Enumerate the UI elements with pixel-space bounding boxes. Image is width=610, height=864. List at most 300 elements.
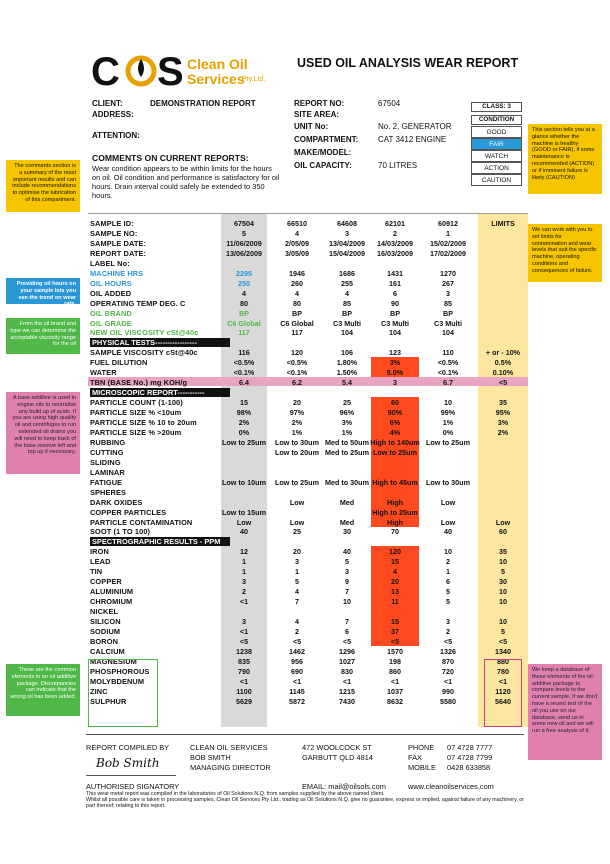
row-value: 1462 bbox=[289, 646, 305, 656]
row-label: SODIUM bbox=[90, 626, 121, 636]
row-value: 2% bbox=[291, 418, 303, 427]
row-value: 1 bbox=[242, 567, 246, 577]
row-label: OIL GRADE bbox=[90, 318, 132, 328]
row-value: 110 bbox=[442, 348, 454, 358]
signature: Bob Smith bbox=[96, 756, 160, 770]
row-value: 1% bbox=[442, 418, 454, 427]
row-value: Med to 25um bbox=[325, 447, 369, 457]
row-value: 16/03/2009 bbox=[377, 248, 413, 258]
row-limit: 1120 bbox=[495, 686, 511, 696]
row-value: 85 bbox=[343, 298, 351, 308]
comments-text: Wear condition appears to be within limits for the hours on oil. Oil condition and performance is satisfactory for oil hours. Drain interval could safely be extended to 350 hours. bbox=[92, 164, 280, 200]
row-value: BP bbox=[390, 308, 400, 318]
authorised-signatory: AUTHORISED SIGNATORY bbox=[86, 782, 180, 791]
row-value: 956 bbox=[291, 656, 303, 666]
logo-name-line2: Services bbox=[187, 71, 245, 87]
row-value: 80 bbox=[293, 298, 301, 308]
row-limit: 35 bbox=[499, 547, 507, 557]
row-value: 3 bbox=[393, 378, 397, 388]
row-value: 116 bbox=[238, 348, 250, 358]
row-value: 260 bbox=[291, 278, 303, 288]
row-value: 10 bbox=[444, 547, 452, 557]
row-value: 20 bbox=[293, 398, 301, 408]
row-value: Low bbox=[289, 517, 305, 527]
row-value: 9 bbox=[345, 577, 349, 587]
row-label: PARTICLE SIZE % 10 to 20um bbox=[90, 418, 197, 427]
mobile-value: 0428 633858 bbox=[447, 763, 491, 772]
row-label: SULPHUR bbox=[90, 696, 127, 706]
disclaimer bbox=[86, 791, 524, 810]
address-label: ADDRESS: bbox=[92, 110, 134, 119]
row-label: IRON bbox=[90, 547, 109, 557]
row-value: 97% bbox=[289, 408, 305, 418]
row-label: PHOSPHOROUS bbox=[90, 666, 150, 676]
row-label: RUBBING bbox=[90, 437, 126, 447]
disclaimer-line1: This wear metal report was compiled in the laboratories of Oil Solutions N.Q. from samples supplied by the above named client. bbox=[86, 791, 385, 797]
row-value: <1 bbox=[239, 676, 249, 686]
row-value: 85 bbox=[444, 298, 452, 308]
info-label: UNIT No: bbox=[294, 122, 329, 131]
row-value: <1 bbox=[390, 676, 400, 686]
row-value: BP bbox=[292, 308, 302, 318]
row-label: PARTICLE SIZE % >20um bbox=[90, 427, 182, 437]
row-limit: 95% bbox=[495, 408, 511, 418]
note-oil-hours: Providing oil hours on your sample lets you see the trend on wear rate. bbox=[6, 278, 80, 304]
row-value: High to 45um bbox=[372, 477, 418, 487]
row-value: 3% bbox=[389, 358, 401, 368]
footer-person: BOB SMITH bbox=[190, 753, 231, 762]
row-value: 117 bbox=[238, 328, 250, 338]
row-value: 25 bbox=[343, 398, 351, 408]
row-limit: 10 bbox=[499, 597, 507, 607]
row-label: SAMPLE DATE: bbox=[90, 238, 147, 248]
out-of-limit-highlight bbox=[371, 457, 419, 467]
row-value: 13/06/2009 bbox=[226, 248, 262, 258]
row-value: 1% bbox=[291, 427, 303, 437]
note-limits: We can work with you to set limits for contamination and wear levels that suit the specific machine, operating conditions and consequences of failure. bbox=[528, 224, 602, 282]
row-value: 15 bbox=[391, 557, 399, 567]
row-value: 15/02/2009 bbox=[430, 238, 466, 248]
row-value: BP bbox=[443, 308, 453, 318]
row-limit: 5640 bbox=[495, 696, 511, 706]
row-value: 1 bbox=[295, 567, 299, 577]
row-value: 13/04/2009 bbox=[329, 238, 365, 248]
company-logo bbox=[91, 47, 266, 93]
row-value: 161 bbox=[389, 278, 401, 288]
row-value: Low to 10um bbox=[222, 477, 266, 487]
row-value: 1027 bbox=[339, 656, 355, 666]
info-value: 67504 bbox=[378, 99, 401, 108]
row-limit: 10 bbox=[499, 587, 507, 597]
attention-label: ATTENTION: bbox=[92, 131, 140, 140]
info-label: REPORT NO: bbox=[294, 99, 345, 108]
row-value: 267 bbox=[442, 278, 454, 288]
row-value: 12 bbox=[240, 547, 248, 557]
row-value: 3/05/09 bbox=[285, 248, 309, 258]
row-value: 790 bbox=[238, 666, 250, 676]
note-condition: This section tells you at a glance whether the machine is healthy (GOOD or FAIR), if some maintenance is recommended (ACTION) or if imminent failure is likely (CAUTION) bbox=[528, 124, 602, 194]
row-label: BORON bbox=[90, 636, 119, 646]
row-value: C6 Global bbox=[227, 318, 261, 328]
row-value: 1215 bbox=[339, 686, 355, 696]
row-value: 13 bbox=[391, 587, 399, 597]
client-label: CLIENT: bbox=[92, 99, 123, 108]
row-value: 7 bbox=[345, 587, 349, 597]
condition-option-good: GOOD bbox=[471, 126, 522, 138]
row-value: Low bbox=[440, 517, 456, 527]
row-value: 198 bbox=[389, 656, 401, 666]
row-value: 1270 bbox=[440, 268, 456, 278]
row-value: 30 bbox=[343, 527, 351, 537]
logo-cos-mark bbox=[91, 47, 196, 91]
row-value: 4 bbox=[295, 228, 299, 238]
row-value: 5580 bbox=[440, 696, 456, 706]
row-value: 0% bbox=[442, 427, 454, 437]
row-value: 1431 bbox=[387, 268, 403, 278]
row-value: 67504 bbox=[234, 219, 254, 228]
row-limit: 5 bbox=[501, 626, 505, 636]
row-value: 3 bbox=[446, 288, 450, 298]
row-value: C3 Multi bbox=[381, 318, 409, 328]
row-limit: 2% bbox=[497, 427, 509, 437]
row-value: 7 bbox=[345, 617, 349, 626]
row-limit: 35 bbox=[499, 398, 507, 408]
row-label: FATIGUE bbox=[90, 477, 123, 487]
row-value: 6.4 bbox=[239, 378, 249, 388]
row-value: 5 bbox=[345, 557, 349, 567]
row-value: 1 bbox=[242, 557, 246, 567]
row-value: 5.0% bbox=[386, 368, 404, 378]
row-value: 40 bbox=[343, 547, 351, 557]
row-limit: 30 bbox=[499, 577, 507, 587]
row-value: 6.7 bbox=[443, 378, 453, 388]
row-value: <0.1% bbox=[233, 368, 255, 378]
disclaimer-line2: Whilst all possible care is taken in processing samples, Clean Oil Services Pty Ltd., trading as Oil Solutions N.Q. give no guarantee, express or implied, against failure of any machinery, or part thereof; relating to this report. bbox=[86, 797, 524, 810]
row-label: ZINC bbox=[90, 686, 108, 696]
row-value: 2295 bbox=[236, 268, 252, 278]
row-label: WATER bbox=[90, 368, 117, 378]
row-label: SAMPLE ID: bbox=[90, 219, 134, 228]
row-label: SAMPLE NO: bbox=[90, 228, 138, 238]
row-value: 1946 bbox=[289, 268, 305, 278]
row-value: 4 bbox=[242, 288, 246, 298]
row-value: 7 bbox=[295, 597, 299, 607]
row-value: 1238 bbox=[236, 646, 252, 656]
row-value: 120 bbox=[389, 547, 401, 557]
row-value: 106 bbox=[341, 348, 353, 358]
row-value: 70 bbox=[391, 527, 399, 537]
row-label: TIN bbox=[90, 567, 103, 577]
row-value: Low bbox=[236, 517, 252, 527]
footer-rule bbox=[86, 734, 524, 735]
row-value: 6% bbox=[389, 418, 401, 427]
row-label: OIL HOURS bbox=[90, 278, 132, 288]
row-value: 90 bbox=[391, 298, 399, 308]
section-header: MICROSCOPIC REPORT----------- bbox=[90, 388, 230, 397]
section-header: PHYSICAL TESTS----------------- bbox=[90, 338, 230, 347]
row-label: ALUMINIUM bbox=[90, 587, 134, 597]
row-value: Med to 50um bbox=[325, 437, 369, 447]
note-database: We keep a database of these elements of the oil-additive package to compare levels to the current sample. If we don't have a recent test of the oil you use on our database, send us in some new oil and we will run a free analysis of it. bbox=[528, 664, 602, 760]
row-value: <0.1% bbox=[286, 368, 308, 378]
row-value: 2 bbox=[242, 587, 246, 597]
condition-option-fair: FAIR bbox=[471, 138, 522, 150]
row-value: 5 bbox=[242, 228, 246, 238]
row-value: <1 bbox=[443, 676, 453, 686]
row-value: 96% bbox=[339, 408, 355, 418]
row-value: 15/04/2009 bbox=[329, 248, 365, 258]
row-value: <1 bbox=[292, 676, 302, 686]
svg-text:C: C bbox=[91, 50, 120, 91]
row-label: SILICON bbox=[90, 617, 121, 626]
row-value: 66510 bbox=[287, 219, 307, 228]
row-value: 25 bbox=[293, 527, 301, 537]
website: www.cleanoilservices.com bbox=[408, 782, 494, 791]
mobile-label: MOBILE bbox=[408, 763, 436, 772]
email: EMAIL: mail@oilsols.com bbox=[302, 782, 386, 791]
info-value: 70 LITRES bbox=[378, 161, 418, 170]
phone-value: 07 4728 7777 bbox=[447, 743, 493, 752]
row-value: 1145 bbox=[289, 686, 305, 696]
row-value: Low to 20um bbox=[275, 447, 319, 457]
row-value: 835 bbox=[238, 656, 250, 666]
row-label: MACHINE HRS bbox=[90, 268, 144, 278]
row-limit: 880 bbox=[497, 656, 509, 666]
row-value: 6.2 bbox=[292, 378, 302, 388]
condition-title: CONDITION bbox=[471, 115, 522, 125]
row-value: 11 bbox=[391, 597, 399, 607]
row-label: CUTTING bbox=[90, 447, 124, 457]
row-label: FUEL DILUTION bbox=[90, 358, 148, 368]
row-value: <1 bbox=[239, 597, 249, 607]
row-value: <5 bbox=[390, 636, 400, 646]
row-limit: 780 bbox=[497, 666, 509, 676]
row-value: <5 bbox=[239, 636, 249, 646]
row-limit: <5 bbox=[498, 378, 508, 388]
row-value: 11/06/2009 bbox=[226, 238, 262, 248]
class-label: CLASS: 3 bbox=[471, 102, 522, 112]
out-of-limit-highlight bbox=[371, 467, 419, 477]
row-value: 123 bbox=[389, 348, 401, 358]
row-value: 120 bbox=[291, 348, 303, 358]
row-value: 99% bbox=[440, 408, 456, 418]
row-value: 1% bbox=[341, 427, 353, 437]
note-comments: The comments section is a summary of the most important results and can include recommendations to optimise the lubrication of this compartment. bbox=[6, 160, 80, 212]
row-value: High to 25um bbox=[372, 507, 418, 517]
row-label: SOOT (1 TO 100) bbox=[90, 527, 151, 537]
row-value: 15 bbox=[240, 398, 248, 408]
row-value: 1570 bbox=[387, 646, 403, 656]
row-value: 3% bbox=[341, 418, 353, 427]
row-limit: 10 bbox=[499, 617, 507, 626]
row-value: 5.4 bbox=[342, 378, 352, 388]
row-value: 6 bbox=[446, 577, 450, 587]
row-value: 20 bbox=[391, 577, 399, 587]
row-value: 2/05/09 bbox=[285, 238, 309, 248]
row-value: 1 bbox=[446, 228, 450, 238]
row-value: 60912 bbox=[438, 219, 458, 228]
row-value: 90% bbox=[387, 408, 403, 418]
row-value: 870 bbox=[442, 656, 454, 666]
condition-option-action: ACTION bbox=[471, 162, 522, 174]
row-value: 8632 bbox=[387, 696, 403, 706]
row-value: 4% bbox=[389, 427, 401, 437]
row-label: PARTICLE SIZE % <10um bbox=[90, 408, 182, 418]
info-label: OIL CAPACITY: bbox=[294, 161, 352, 170]
fax-value: 07 4728 7799 bbox=[447, 753, 493, 762]
svg-text:S: S bbox=[157, 50, 184, 91]
row-value: BP bbox=[239, 308, 249, 318]
row-value: <0.1% bbox=[437, 368, 459, 378]
row-label: OPERATING TEMP DEG. C bbox=[90, 298, 186, 308]
row-label: MOLYBDENUM bbox=[90, 676, 145, 686]
row-value: 6 bbox=[345, 626, 349, 636]
row-value: 3 bbox=[345, 228, 349, 238]
row-label: NEW OIL VISCOSITY cSt@40c bbox=[90, 328, 199, 338]
row-value: 1686 bbox=[339, 268, 355, 278]
row-value: 5 bbox=[446, 587, 450, 597]
row-value: Low to 15um bbox=[222, 507, 266, 517]
row-value: 2 bbox=[446, 626, 450, 636]
row-value: 40 bbox=[240, 527, 248, 537]
row-value: 37 bbox=[391, 626, 399, 636]
row-value: <5 bbox=[292, 636, 302, 646]
additive-limits-box bbox=[484, 659, 522, 727]
row-value: Med bbox=[339, 517, 355, 527]
row-value: 104 bbox=[341, 328, 353, 338]
row-value: 1.50% bbox=[336, 368, 358, 378]
row-value: Low to 30um bbox=[275, 437, 319, 447]
row-limit: + or - 10% bbox=[485, 348, 521, 358]
row-value: 1100 bbox=[236, 686, 252, 696]
row-value: 4 bbox=[345, 288, 349, 298]
row-limit: 0.5% bbox=[494, 358, 512, 368]
row-label: OIL ADDED bbox=[90, 288, 132, 298]
row-value: 690 bbox=[291, 666, 303, 676]
row-limit: 5 bbox=[501, 567, 505, 577]
row-label: NICKEL bbox=[90, 607, 119, 617]
row-value: 7430 bbox=[339, 696, 355, 706]
row-value: High bbox=[387, 497, 403, 507]
row-value: 104 bbox=[389, 328, 401, 338]
row-value: 62101 bbox=[385, 219, 405, 228]
signature-line bbox=[86, 775, 176, 776]
row-value: 4 bbox=[295, 288, 299, 298]
row-value: Low to 25um bbox=[275, 477, 319, 487]
row-value: 10 bbox=[343, 597, 351, 607]
row-label: CALCIUM bbox=[90, 646, 125, 656]
row-value: 3 bbox=[295, 557, 299, 567]
row-label: LABEL No: bbox=[90, 258, 130, 268]
row-value: 98% bbox=[236, 408, 252, 418]
row-value: <5 bbox=[342, 636, 352, 646]
row-value: 6 bbox=[393, 288, 397, 298]
row-value: <5 bbox=[443, 636, 453, 646]
row-value: 860 bbox=[389, 666, 401, 676]
condition-option-caution: CAUTION bbox=[471, 174, 522, 186]
row-value: 720 bbox=[442, 666, 454, 676]
row-value: 17/02/2009 bbox=[430, 248, 466, 258]
section-header: SPECTROGRAPHIC RESULTS - PPM bbox=[90, 537, 230, 546]
condition-option-watch: WATCH bbox=[471, 150, 522, 162]
row-label: SAMPLE VISCOSITY cSt@40c bbox=[90, 348, 198, 358]
row-value: 2 bbox=[446, 557, 450, 567]
row-value: 20 bbox=[293, 547, 301, 557]
row-value: 117 bbox=[291, 328, 303, 338]
row-value: 64608 bbox=[337, 219, 357, 228]
info-value: No. 2, GENERATOR bbox=[378, 122, 452, 131]
row-value: 40 bbox=[444, 527, 452, 537]
row-label: PARTICLE CONTAMINATION bbox=[90, 517, 193, 527]
out-of-limit-highlight bbox=[371, 606, 419, 616]
row-label: LEAD bbox=[90, 557, 111, 567]
row-value: High to 140um bbox=[370, 437, 420, 447]
row-value: 60 bbox=[391, 398, 399, 408]
fax-label: FAX bbox=[408, 753, 422, 762]
row-value: 15 bbox=[391, 617, 399, 626]
row-value: 4 bbox=[295, 587, 299, 597]
row-value: C3 Multi bbox=[434, 318, 462, 328]
row-limit: 3% bbox=[497, 418, 509, 427]
out-of-limit-highlight bbox=[371, 487, 419, 497]
row-value: 1.80% bbox=[336, 358, 358, 368]
footer-company: CLEAN OIL SERVICES bbox=[190, 743, 268, 752]
row-value: <1 bbox=[239, 626, 249, 636]
row-value: 3 bbox=[242, 617, 246, 626]
logo-suffix: Pty.Ltd. bbox=[242, 76, 266, 83]
row-label: SPHERES bbox=[90, 487, 127, 497]
row-value: 2% bbox=[238, 418, 250, 427]
row-value: 3 bbox=[242, 577, 246, 587]
note-tbn: A base additive is used in engine oils to neutralise any build up of acids. If you are using high quality oil and centrifuges to run extended oil drains you will need to keep track of the base reserve left and top up if necessary. bbox=[6, 392, 80, 474]
table-top-rule bbox=[88, 213, 528, 214]
row-value: 5872 bbox=[289, 696, 305, 706]
row-value: 1037 bbox=[387, 686, 403, 696]
row-label: LAMINAR bbox=[90, 467, 125, 477]
info-label: SITE AREA: bbox=[294, 110, 340, 119]
row-value: Low to 25um bbox=[426, 437, 470, 447]
row-limit: 0.10% bbox=[492, 368, 514, 378]
row-value: <0.5% bbox=[233, 358, 255, 368]
row-value: 80 bbox=[240, 298, 248, 308]
address-line1: 472 WOOLCOCK ST bbox=[302, 743, 372, 752]
row-value: 3 bbox=[345, 567, 349, 577]
row-value: 2 bbox=[295, 626, 299, 636]
row-limit: 1340 bbox=[495, 646, 511, 656]
row-value: Low bbox=[289, 497, 305, 507]
limits-header: LIMITS bbox=[491, 219, 515, 228]
row-value: 990 bbox=[442, 686, 454, 696]
row-value: Med bbox=[339, 497, 355, 507]
row-value: Low to 25um bbox=[373, 447, 417, 457]
row-value: 104 bbox=[442, 328, 454, 338]
row-label: DARK OXIDES bbox=[90, 497, 143, 507]
row-value: <1 bbox=[342, 676, 352, 686]
row-value: 1 bbox=[446, 567, 450, 577]
row-value: High bbox=[387, 517, 403, 527]
row-value: 4 bbox=[295, 617, 299, 626]
report-title: USED OIL ANALYSIS WEAR REPORT bbox=[297, 56, 519, 70]
row-value: 255 bbox=[341, 278, 353, 288]
row-value: C3 Multi bbox=[333, 318, 361, 328]
row-value: 5 bbox=[446, 597, 450, 607]
row-value: 3 bbox=[446, 617, 450, 626]
row-label: REPORT DATE: bbox=[90, 248, 147, 258]
compiled-label: REPORT COMPILED BY bbox=[86, 743, 170, 752]
info-label: COMPARTMENT: bbox=[294, 135, 359, 144]
note-additives: These are the common elements in an oil additive package. Discrepancies can indicate that the wrong oil has been added. bbox=[6, 664, 80, 716]
phone-label: PHONE bbox=[408, 743, 435, 752]
